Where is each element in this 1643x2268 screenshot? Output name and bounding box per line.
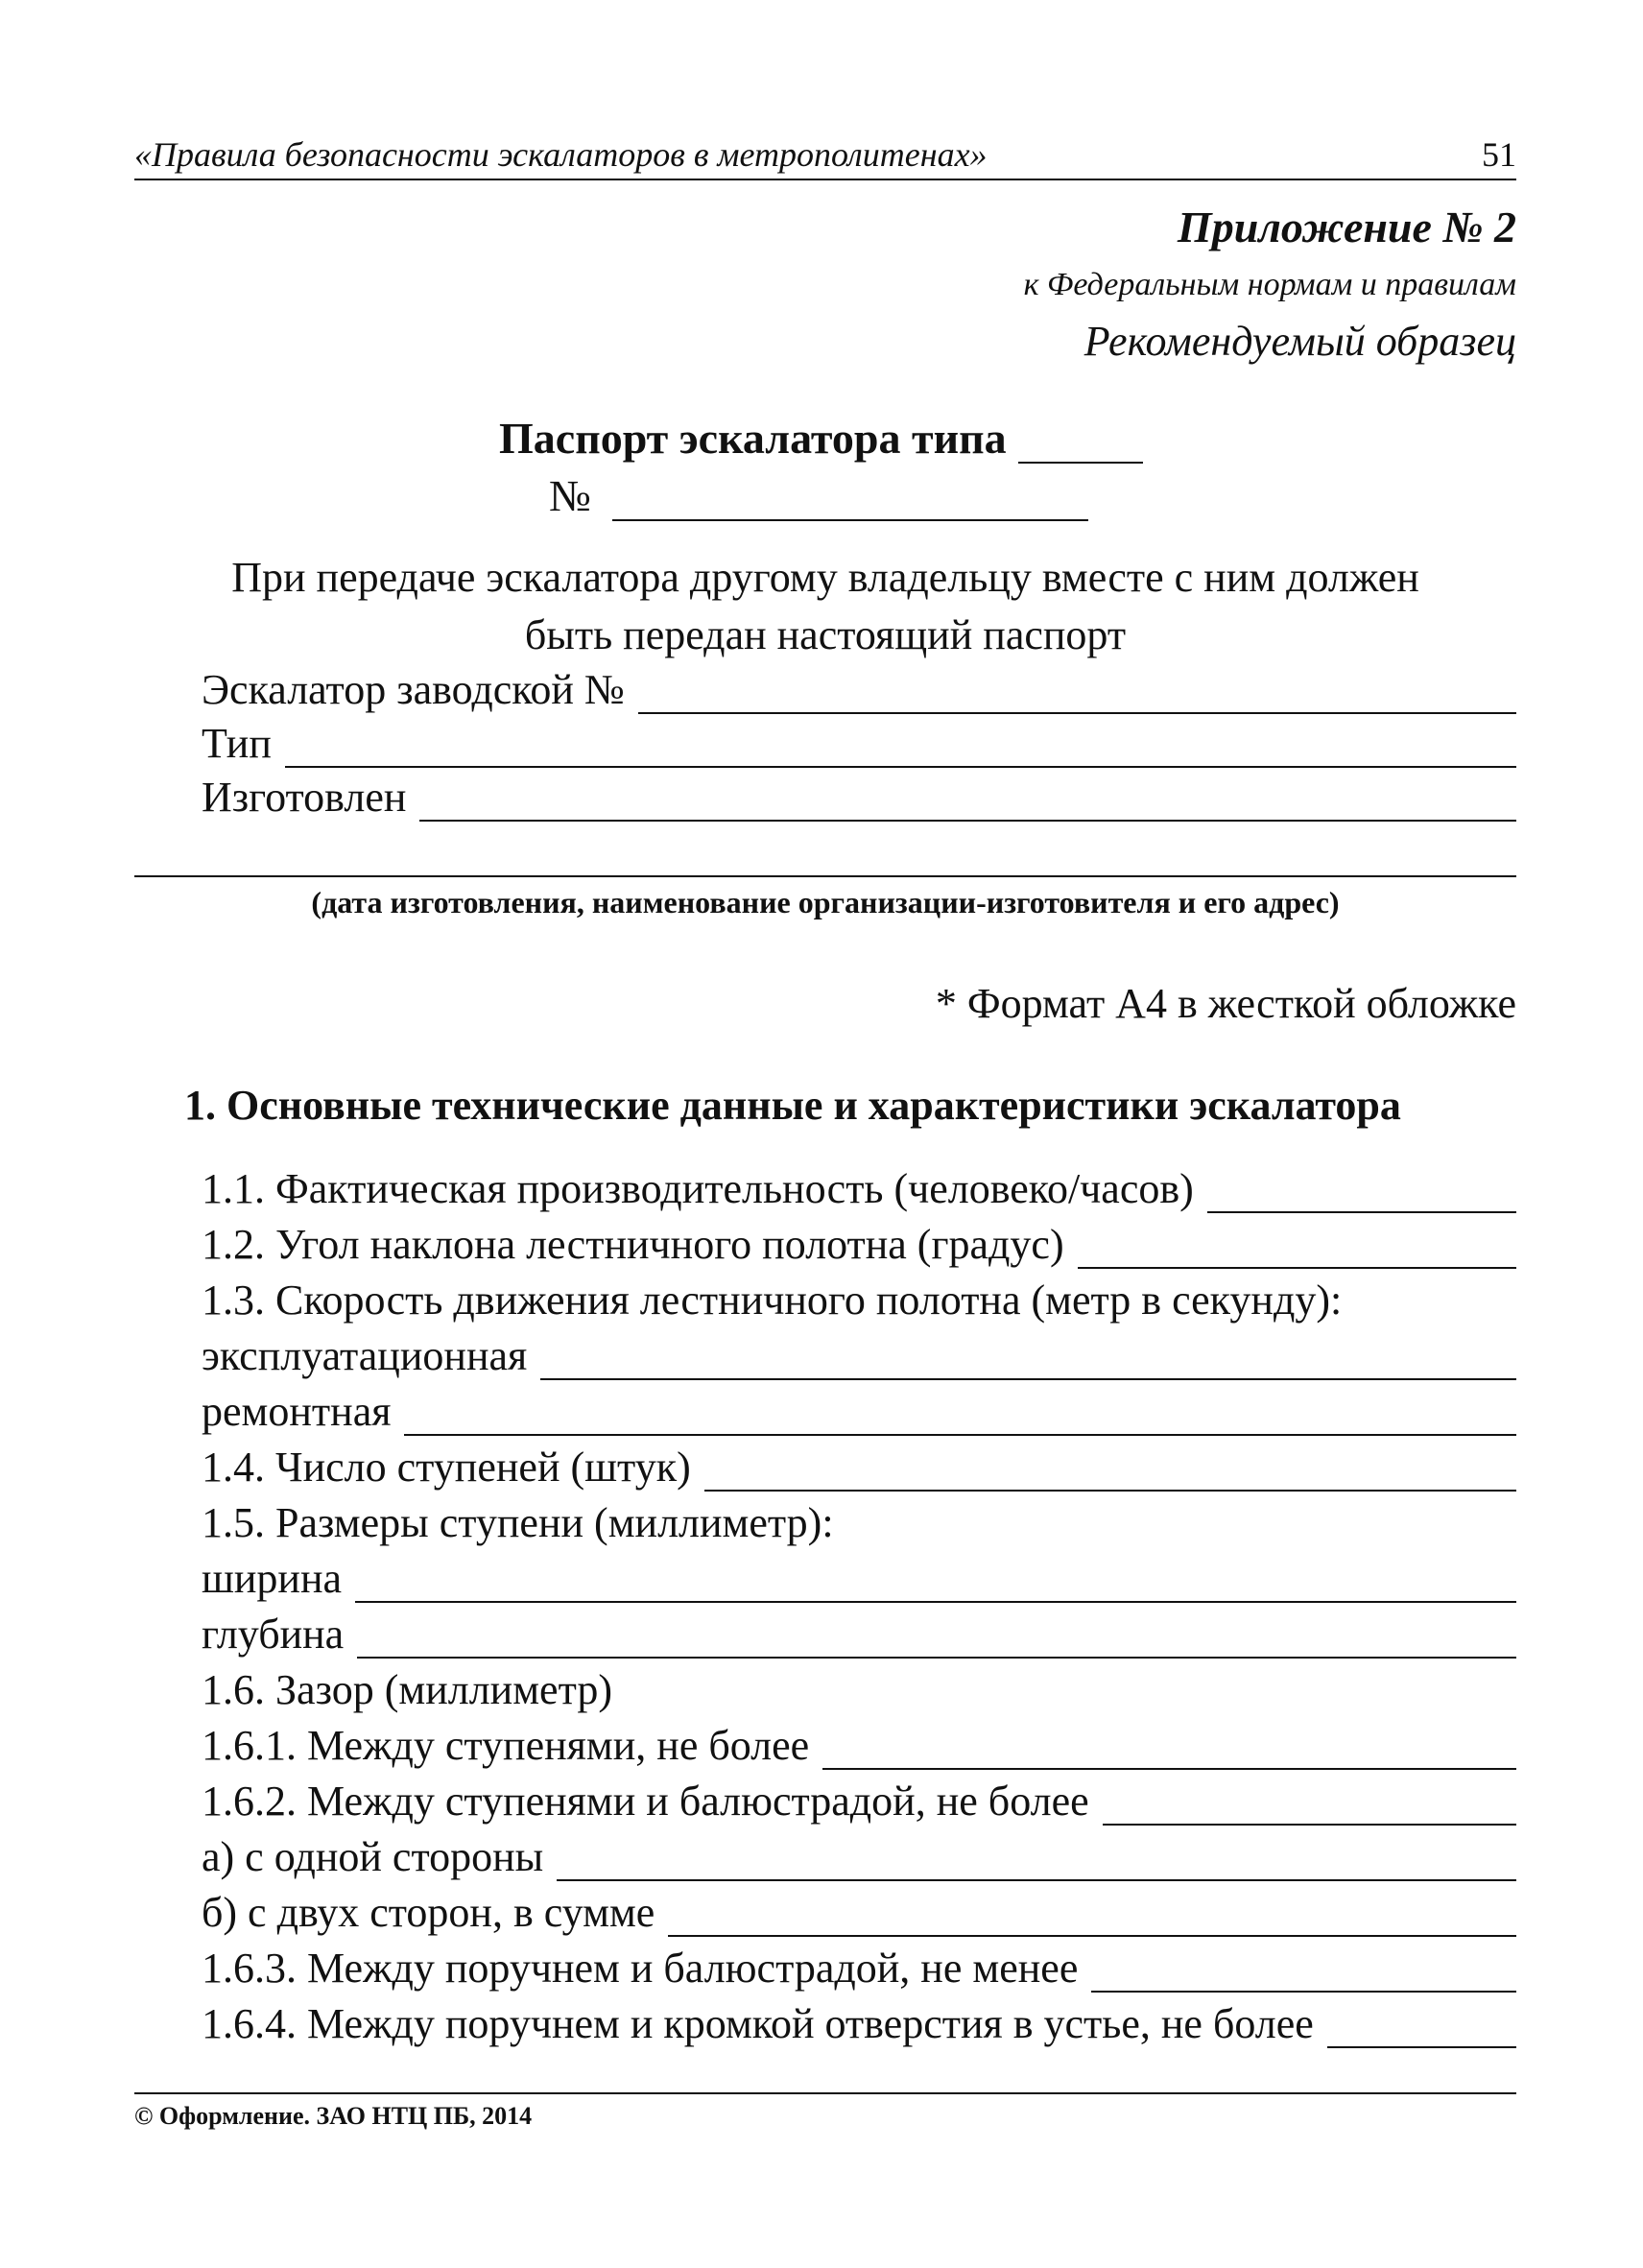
item-blank — [355, 1563, 1516, 1603]
list-item — [202, 1885, 1516, 1937]
list-item — [202, 1941, 1516, 1993]
field-label: Тип — [202, 720, 272, 767]
item-blank — [557, 1841, 1516, 1881]
item-blank — [1207, 1173, 1516, 1213]
item-label: 1.1. Фактическая производительность (человеко/часов) — [202, 1165, 1194, 1212]
field-label: Изготовлен — [202, 774, 407, 821]
page-header — [134, 125, 1516, 180]
item-label: 1.6.3. Между поручнем и балюстрадой, не менее — [202, 1945, 1079, 1992]
item-label: 1.6.1. Между ступенями, не более — [202, 1722, 810, 1769]
field-blank — [419, 781, 1516, 822]
field-label: Эскалатор заводской № — [202, 666, 625, 713]
item-label: 1.2. Угол наклона лестничного полотна (градус) — [202, 1221, 1064, 1268]
list-item — [202, 1328, 1516, 1380]
page-number: 51 — [1482, 135, 1516, 174]
field-manufactured — [202, 770, 1516, 822]
item-label: ширина — [202, 1555, 343, 1602]
list-item — [202, 1829, 1516, 1881]
list-item — [202, 1217, 1516, 1269]
appendix-subtitle: к Федеральным нормам и правилам — [1023, 267, 1516, 302]
passport-title-text: Паспорт эскалатора типа — [499, 414, 1007, 463]
list-item — [202, 1273, 1516, 1325]
item-blank — [1091, 1952, 1516, 1993]
passport-number-label: № — [549, 471, 591, 520]
appendix-title: Приложение № 2 — [1177, 203, 1516, 251]
item-label: б) с двух сторон, в сумме — [202, 1889, 655, 1936]
item-label: эксплуатационная — [202, 1332, 528, 1379]
manufacturer-blank-line — [134, 875, 1516, 877]
item-blank — [1103, 1785, 1516, 1826]
item-label: глубина — [202, 1611, 345, 1658]
list-item — [202, 1607, 1516, 1659]
header-title: «Правила безопасности эскалаторов в метрополитенах» — [134, 135, 988, 174]
passport-title — [499, 413, 1143, 464]
list-item — [202, 1662, 1516, 1714]
transfer-note-line-2: быть передан настоящий паспорт — [524, 611, 1127, 658]
field-type — [202, 716, 1516, 768]
list-item — [202, 1718, 1516, 1770]
item-label: 1.6.4. Между поручнем и кромкой отверстия в устье, не более — [202, 2000, 1314, 2047]
list-item — [202, 1384, 1516, 1436]
item-label: а) с одной стороны — [202, 1833, 544, 1880]
item-label: 1.5. Размеры ступени (миллиметр): — [202, 1499, 834, 1546]
item-blank — [1078, 1229, 1516, 1269]
item-label: 1.6.2. Между ступенями и балюстрадой, не более — [202, 1778, 1089, 1825]
item-label: ремонтная — [202, 1388, 392, 1435]
passport-type-blank — [1018, 425, 1143, 464]
item-label: 1.4. Число ступеней (штук) — [202, 1444, 691, 1491]
footer-divider — [134, 2092, 1516, 2094]
passport-number-blank — [612, 483, 1088, 521]
item-label: 1.6. Зазор (миллиметр) — [202, 1666, 612, 1713]
item-blank — [822, 1730, 1516, 1770]
transfer-note-line-1: При передаче эскалатора другому владельцу вместе с ним должен — [231, 554, 1419, 601]
list-item — [202, 1440, 1516, 1492]
list-item — [202, 1495, 1516, 1547]
manufacturer-caption: (дата изготовления, наименование организации-изготовителя и его адрес) — [311, 885, 1340, 919]
footer-copyright: © Оформление. ЗАО НТЦ ПБ, 2014 — [134, 2102, 533, 2130]
passport-number — [549, 470, 1088, 521]
item-blank — [1327, 2008, 1516, 2048]
list-item — [202, 1551, 1516, 1603]
item-label: 1.3. Скорость движения лестничного полотна (метр в секунду): — [202, 1277, 1343, 1324]
section-heading: 1. Основные технические данные и характеристики эскалатора — [184, 1082, 1401, 1129]
field-blank — [285, 728, 1516, 768]
field-factory-no — [202, 662, 1516, 714]
appendix-sample-label: Рекомендуемый образец — [1083, 318, 1516, 365]
list-item — [202, 1996, 1516, 2048]
format-note: * Формат А4 в жесткой обложке — [935, 980, 1516, 1027]
field-blank — [638, 674, 1516, 714]
item-blank — [404, 1396, 1516, 1436]
item-blank — [704, 1451, 1516, 1492]
list-item — [202, 1774, 1516, 1826]
item-blank — [540, 1340, 1516, 1380]
list-item — [202, 1161, 1516, 1213]
item-blank — [668, 1897, 1516, 1937]
item-blank — [357, 1618, 1516, 1659]
